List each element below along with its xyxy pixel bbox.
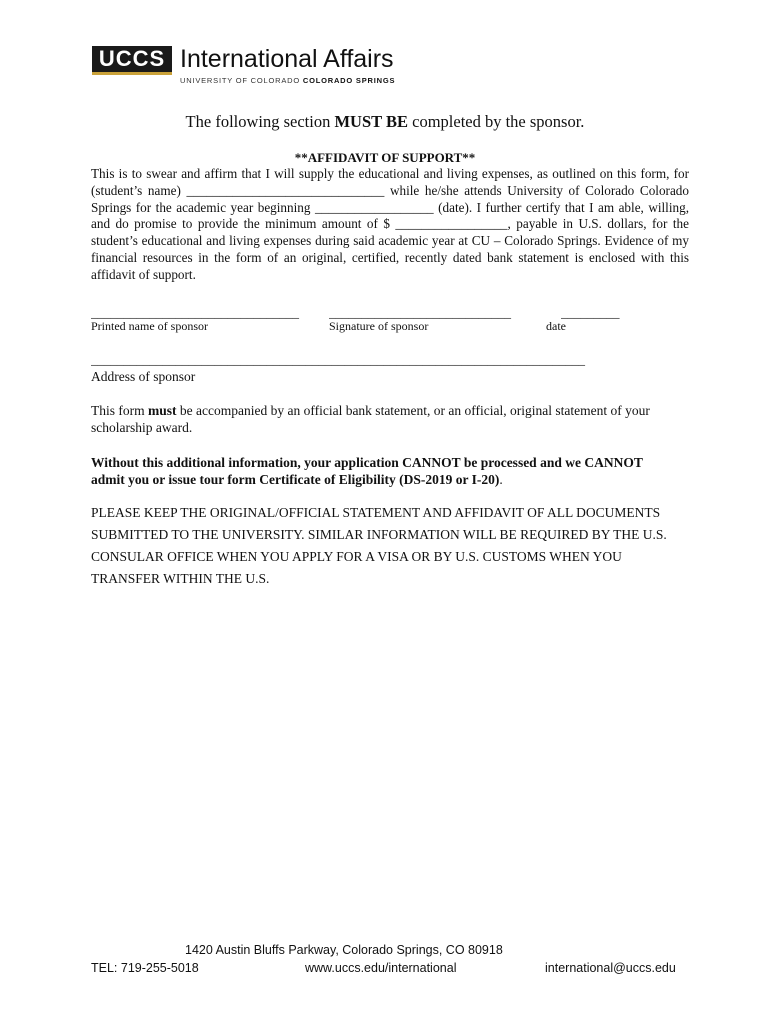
university-subtitle-regular: UNIVERSITY OF COLORADO [180, 76, 303, 85]
processing-warning [91, 455, 651, 489]
note-pre: This form [91, 403, 148, 418]
signature-line[interactable]: ____________________________ [329, 305, 511, 320]
section-heading-bold: MUST BE [334, 112, 408, 131]
university-subtitle [180, 76, 395, 85]
address-line[interactable]: ____________________________________________________________________________ [91, 352, 585, 367]
printed-name-label: Printed name of sponsor [91, 319, 208, 333]
footer-address: 1420 Austin Bluffs Parkway, Colorado Springs, CO 80918 [185, 943, 503, 957]
warning-bold: Without this additional information, your application CANNOT be processed and we CANNOT admit you or issue tour form Certificate of Eligibility (DS-2019 or I-20) [91, 455, 643, 487]
affidavit-body: This is to swear and affirm that I will supply the educational and living expenses, as outlined on this form, for (student’s name) ______________________________ while he/she attends University of Colorado Colorado Springs for the academic year beginning __________________ (date). I further certify that I am able, willing, and do promise to provide the minimum amount of $ _________________, payable in U.S. dollars, for the student’s educational and living expenses during said academic year at CU – Colorado Springs. Evidence of my financial resources in the form of an original, certified, recently dated bank statement is enclosed with this affidavit of support. [91, 166, 689, 282]
footer-phone: TEL: 719-255-5018 [91, 961, 199, 975]
section-heading-pre: The following section [185, 112, 335, 131]
date-line[interactable]: _________ [561, 305, 620, 320]
note-bold: must [148, 403, 177, 418]
affidavit-title: **AFFIDAVIT OF SUPPORT** [294, 150, 476, 165]
footer-website[interactable]: www.uccs.edu/international [305, 961, 457, 975]
section-heading-post: completed by the sponsor. [408, 112, 585, 131]
department-title: International Affairs [180, 45, 394, 73]
printed-name-line[interactable]: ________________________________ [91, 305, 299, 320]
signature-label: Signature of sponsor [329, 319, 429, 333]
keep-originals-notice: PLEASE KEEP THE ORIGINAL/OFFICIAL STATEMENT AND AFFIDAVIT OF ALL DOCUMENTS SUBMITTED TO THE UNIVERSITY. SIMILAR INFORMATION WILL BE REQUIRED BY THE U.S. CONSULAR OFFICE WHEN YOU APPLY FOR A VISA OR BY U.S. CUSTOMS WHEN YOU TRANSFER WITHIN THE U.S. [91, 505, 667, 586]
uccs-logo [92, 44, 402, 90]
section-heading [0, 111, 770, 133]
warning-tail: . [499, 471, 503, 487]
footer-email[interactable]: international@uccs.edu [545, 961, 676, 975]
bank-statement-note [91, 402, 681, 436]
note-post: be accompanied by an official bank statement, or an official, original statement of your scholarship award. [91, 403, 650, 435]
address-label: Address of sponsor [91, 369, 196, 384]
date-label: date [546, 319, 566, 333]
university-subtitle-bold: COLORADO SPRINGS [302, 76, 396, 85]
uccs-logo-mark: UCCS [92, 46, 172, 75]
